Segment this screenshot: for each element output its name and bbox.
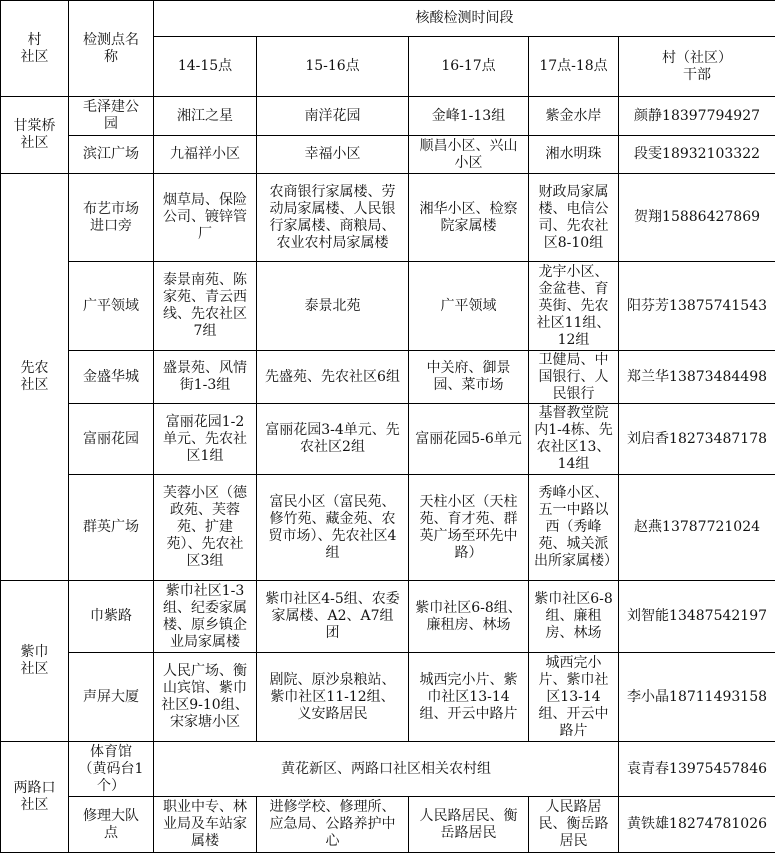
site-name: 广平领域 (69, 262, 154, 351)
slot-15-16: 幸福小区 (257, 136, 409, 174)
slot-15-16: 进修学校、修理所、应急局、公路养护中心 (257, 797, 409, 853)
slot-15-16: 南洋花园 (257, 97, 409, 136)
header-cadre: 村（社区） 干部 (619, 37, 775, 97)
site-name: 群英广场 (69, 475, 154, 581)
header-row-1 (1, 1, 775, 37)
header-slot-15-16: 15-16点 (257, 37, 409, 97)
table-row (1, 475, 775, 581)
slot-14-15: 泰景南苑、陈家苑、青云西线、先农社区7组 (154, 262, 257, 351)
cadre-contact: 颜静18397794927 (619, 97, 775, 136)
site-name: 布艺市场进口旁 (69, 174, 154, 262)
slot-17-18: 财政局家属楼、电信公司、先农社区8-10组 (529, 174, 619, 262)
header-slot-14-15: 14-15点 (154, 37, 257, 97)
slot-16-17: 紫巾社区6-8组、廉租房、林场 (409, 581, 529, 653)
header-slot-17-18: 17点-18点 (529, 37, 619, 97)
site-name: 体育馆（黄码台1个） (69, 742, 154, 797)
site-name: 滨江广场 (69, 136, 154, 174)
cadre-contact: 郑兰华13873484498 (619, 351, 775, 404)
community-name: 甘棠桥 社区 (1, 97, 69, 174)
cadre-contact: 刘启香18273487178 (619, 404, 775, 475)
table-row (1, 653, 775, 742)
slot-15-16: 先盛苑、先农社区6组 (257, 351, 409, 404)
header-slot-16-17: 16-17点 (409, 37, 529, 97)
table-row (1, 404, 775, 475)
slot-merged: 黄花新区、两路口社区相关农村组 (154, 742, 619, 797)
slot-16-17: 金峰1-13组 (409, 97, 529, 136)
community-name: 紫巾 社区 (1, 581, 69, 742)
site-name: 修理大队点 (69, 797, 154, 853)
slot-14-15: 芙蓉小区（德政苑、芙蓉苑、扩建苑）、先农社区3组 (154, 475, 257, 581)
slot-14-15: 烟草局、保险公司、镀锌管厂 (154, 174, 257, 262)
slot-16-17: 顺昌小区、兴山小区 (409, 136, 529, 174)
slot-17-18: 城西完小片、紫巾社区13-14组、开云中路片 (529, 653, 619, 742)
slot-14-15: 富丽花园1-2单元、先农社区1组 (154, 404, 257, 475)
cadre-contact: 段雯18932103322 (619, 136, 775, 174)
slot-16-17: 人民路居民、衡岳路居民 (409, 797, 529, 853)
slot-14-15: 湘江之星 (154, 97, 257, 136)
slot-17-18: 基督教堂院内1-4栋、先农社区13、14组 (529, 404, 619, 475)
slot-16-17: 富丽花园5-6单元 (409, 404, 529, 475)
site-name: 毛泽建公园 (69, 97, 154, 136)
table-row (1, 351, 775, 404)
slot-17-18: 人民路居民、衡岳路居民 (529, 797, 619, 853)
table-row (1, 797, 775, 853)
community-name: 先农 社区 (1, 174, 69, 581)
slot-17-18: 湘水明珠 (529, 136, 619, 174)
slot-17-18: 紫巾社区6-8组、廉租房、林场 (529, 581, 619, 653)
table-row (1, 742, 775, 797)
slot-17-18: 紫金水岸 (529, 97, 619, 136)
slot-15-16: 紫巾社区4-5组、农委家属楼、A2、A7组团 (257, 581, 409, 653)
slot-14-15: 九福祥小区 (154, 136, 257, 174)
slot-14-15: 紫巾社区1-3组、纪委家属楼、原乡镇企业局家属楼 (154, 581, 257, 653)
site-name: 巾紫路 (69, 581, 154, 653)
slot-16-17: 广平领域 (409, 262, 529, 351)
site-name: 金盛华城 (69, 351, 154, 404)
slot-14-15: 职业中专、林业局及车站家属楼 (154, 797, 257, 853)
slot-15-16: 剧院、原沙泉粮站、紫巾社区11-12组、义安路居民 (257, 653, 409, 742)
slot-14-15: 盛景苑、风情街1-3组 (154, 351, 257, 404)
site-name: 声屏大厦 (69, 653, 154, 742)
cadre-contact: 贺翔15886427869 (619, 174, 775, 262)
header-site: 检测点名称 (69, 1, 154, 97)
cadre-contact: 赵燕13787721024 (619, 475, 775, 581)
slot-16-17: 城西完小片、紫巾社区13-14组、开云中路片 (409, 653, 529, 742)
cadre-contact: 刘智能13487542197 (619, 581, 775, 653)
slot-15-16: 富丽花园3-4单元、先农社区2组 (257, 404, 409, 475)
slot-17-18: 秀峰小区、五一中路以西（秀峰苑、城关派出所家属楼） (529, 475, 619, 581)
table-row (1, 97, 775, 136)
header-period: 核酸检测时间段 (154, 1, 775, 37)
community-name: 两路口 社区 (1, 742, 69, 853)
table-row (1, 136, 775, 174)
slot-16-17: 天柱小区（天柱苑、育才苑、群英广场至环先中路） (409, 475, 529, 581)
cadre-contact: 阳芬芳13875741543 (619, 262, 775, 351)
cadre-contact: 李小晶18711493158 (619, 653, 775, 742)
header-village: 村 社区 (1, 1, 69, 97)
cadre-contact: 黄铁雄18274781026 (619, 797, 775, 853)
slot-17-18: 卫健局、中国银行、人民银行 (529, 351, 619, 404)
site-name: 富丽花园 (69, 404, 154, 475)
cadre-contact: 袁青春13975457846 (619, 742, 775, 797)
slot-17-18: 龙宇小区、金盆巷、育英街、先农社区11组、12组 (529, 262, 619, 351)
slot-15-16: 泰景北苑 (257, 262, 409, 351)
slot-15-16: 农商银行家属楼、劳动局家属楼、人民银行家属楼、商粮局、农业农村局家属楼 (257, 174, 409, 262)
slot-14-15: 人民广场、衡山宾馆、紫巾社区9-10组、宋家塘小区 (154, 653, 257, 742)
table-row (1, 581, 775, 653)
slot-16-17: 湘华小区、检察院家属楼 (409, 174, 529, 262)
table-row (1, 262, 775, 351)
slot-15-16: 富民小区（富民苑、修竹苑、藏金苑、农贸市场）、先农社区4组 (257, 475, 409, 581)
table-row (1, 174, 775, 262)
slot-16-17: 中关府、御景园、菜市场 (409, 351, 529, 404)
